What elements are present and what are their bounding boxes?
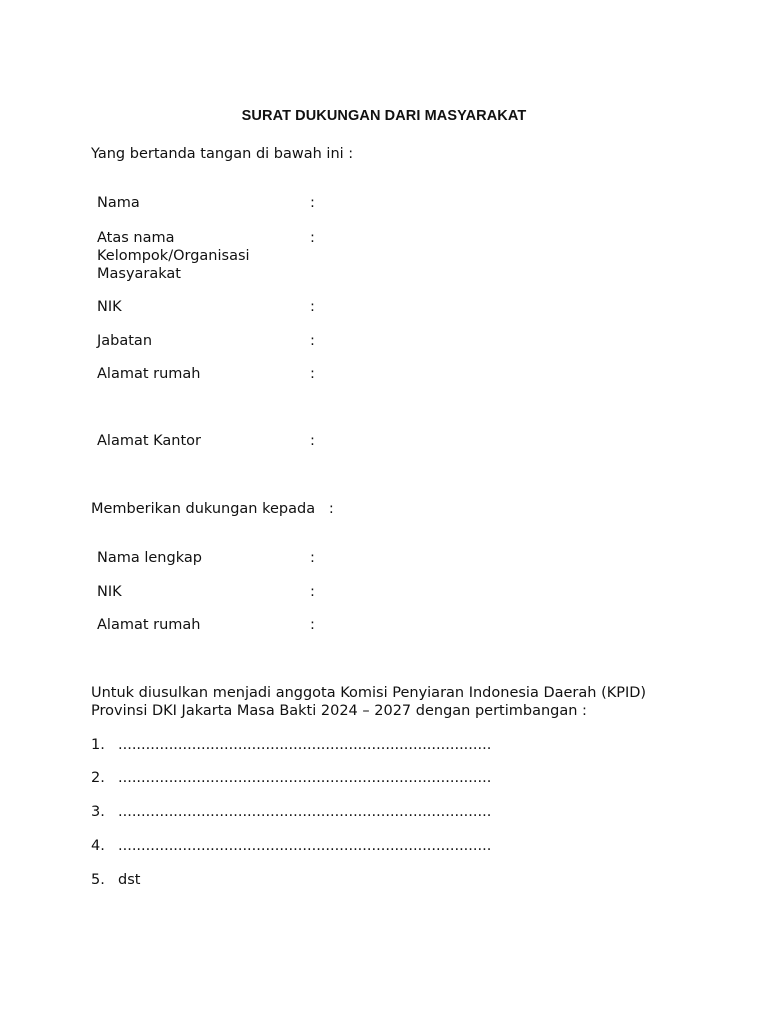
field-label-alamat-rumah: Alamat rumah (97, 617, 201, 633)
list-number: 4. (91, 838, 105, 854)
intro-text: Yang bertanda tangan di bawah ini : (91, 146, 354, 162)
field-colon: : (310, 433, 315, 449)
field-label-nama: Nama (97, 195, 140, 211)
field-label-jabatan: Jabatan (97, 333, 153, 349)
field-colon: : (310, 299, 315, 315)
field-colon: : (310, 230, 315, 246)
list-item-dotted-line: ................................................................................. (118, 804, 492, 820)
list-item-dotted-line: ................................................................................. (118, 770, 492, 786)
list-number: 1. (91, 737, 105, 753)
list-item-dotted-line: ................................................................................. (118, 737, 492, 753)
document-title: SURAT DUKUNGAN DARI MASYARAKAT (241, 108, 527, 124)
field-colon: : (310, 584, 315, 600)
field-colon: : (310, 333, 315, 349)
list-number: 2. (91, 770, 105, 786)
field-colon: : (310, 617, 315, 633)
list-number: 3. (91, 804, 105, 820)
field-colon: : (310, 195, 315, 211)
support-heading: Memberikan dukungan kepada : (91, 501, 334, 517)
list-number: 5. (91, 872, 105, 888)
field-colon: : (310, 366, 315, 382)
field-label-nik: NIK (97, 299, 122, 315)
field-label-atas-nama: Atas nama Kelompok/Organisasi Masyarakat (97, 230, 250, 282)
field-label-alamat-kantor: Alamat Kantor (97, 433, 201, 449)
field-label-nama-lengkap: Nama lengkap (97, 550, 202, 566)
proposal-paragraph: Untuk diusulkan menjadi anggota Komisi Penyiaran Indonesia Daerah (KPID) Provinsi DKI Jakarta Masa Bakti 2024 – 2027 dengan pertimbangan : (91, 685, 647, 719)
field-label-nik: NIK (97, 584, 122, 600)
list-item-dotted-line: ................................................................................. (118, 838, 492, 854)
field-colon: : (310, 550, 315, 566)
field-label-alamat-rumah: Alamat rumah (97, 366, 201, 382)
list-item-dst: dst (118, 872, 141, 888)
